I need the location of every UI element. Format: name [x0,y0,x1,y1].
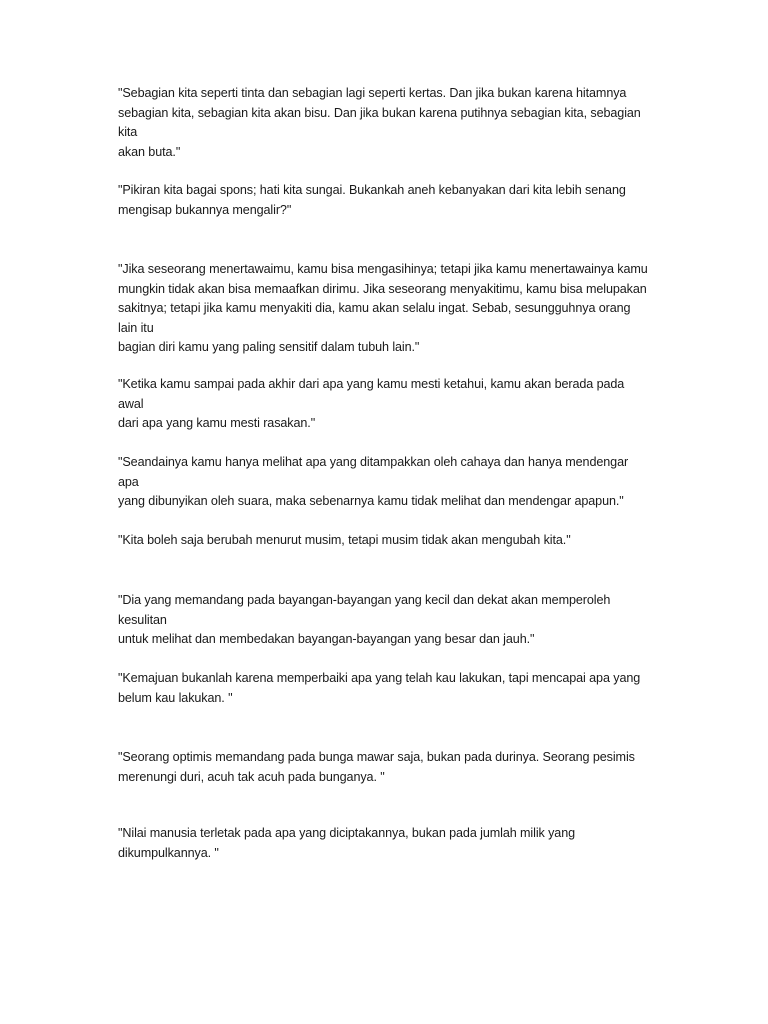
quote-paragraph: "Jika seseorang menertawaimu, kamu bisa mengasihinya; tetapi jika kamu menertawainya kamu mungkin tidak akan bisa memaafkan dirimu. Jika seseorang menyakitimu, kamu bisa melupakan sakitnya; tetapi jika kamu menyakiti dia, kamu akan selalu ingat. Sebab, sesungguhnya orang lain itu bagian diri kamu yang paling sensitif dalam tubuh lain." [118,262,648,355]
quote-paragraph: "Pikiran kita bagai spons; hati kita sungai. Bukankah aneh kebanyakan dari kita lebih senang mengisap bukannya mengalir?" [118,183,626,217]
quote-paragraph: "Dia yang memandang pada bayangan-bayangan yang kecil dan dekat akan memperoleh kesulitan untuk melihat dan membedakan bayangan-bayangan yang besar dan jauh." [118,593,611,647]
quote-paragraph: "Sebagian kita seperti tinta dan sebagian lagi seperti kertas. Dan jika bukan karena hitamnya sebagian kita, sebagian kita akan bisu. Dan jika bukan karena putihnya sebagian kita, sebagian kita akan buta." [118,86,641,159]
quote-paragraph: "Kemajuan bukanlah karena memperbaiki apa yang telah kau lakukan, tapi mencapai apa yang belum kau lakukan. " [118,671,641,705]
quote-paragraph: "Ketika kamu sampai pada akhir dari apa yang kamu mesti ketahui, kamu akan berada pada awal dari apa yang kamu mesti rasakan." [118,377,625,431]
quote-paragraph: "Kita boleh saja berubah menurut musim, tetapi musim tidak akan mengubah kita." [118,533,571,547]
quote-paragraph: "Seorang optimis memandang pada bunga mawar saja, bukan pada durinya. Seorang pesimis merenungi duri, acuh tak acuh pada bunganya. " [118,750,635,784]
quote-paragraph: "Nilai manusia terletak pada apa yang diciptakannya, bukan pada jumlah milik yang dikumpulkannya. " [118,826,576,860]
quote-paragraph: "Seandainya kamu hanya melihat apa yang ditampakkan oleh cahaya dan hanya mendengar apa yang dibunyikan oleh suara, maka sebenarnya kamu tidak melihat dan mendengar apapun." [118,455,629,509]
